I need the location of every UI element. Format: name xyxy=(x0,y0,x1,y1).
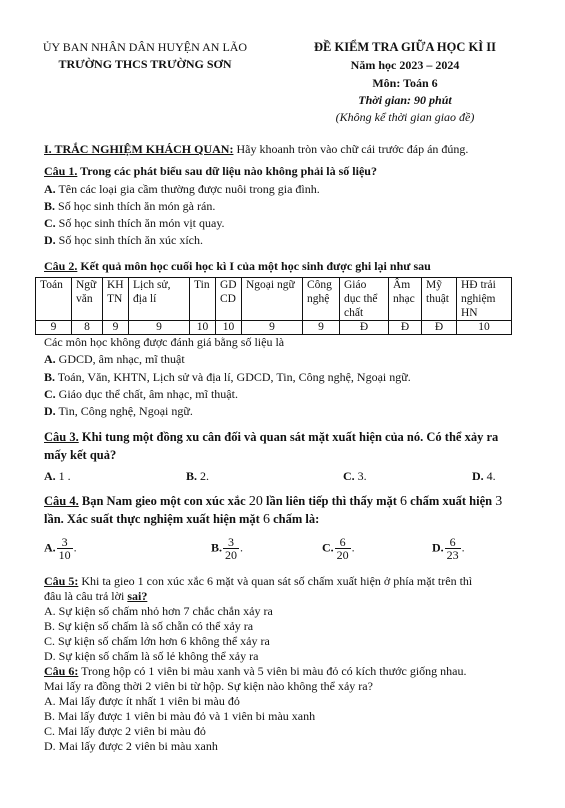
grades-value-cell: 10 xyxy=(457,321,512,335)
grades-value-cell: 10 xyxy=(216,321,242,335)
grades-header-cell: Ngữ văn xyxy=(72,278,103,321)
grades-header-cell: Ngoại ngữ xyxy=(242,278,303,321)
q5-stem-cont: đâu là câu trả lời sai? xyxy=(44,589,148,603)
grades-header-cell: Toán xyxy=(36,278,72,321)
q1-text: Trong các phát biểu sau dữ liệu nào không phải là số liệu? xyxy=(77,164,377,178)
q4-option-a: A. $\frac{3}{10}$ . xyxy=(44,535,77,562)
grades-value-cell: 10 xyxy=(190,321,216,335)
q6-option-c: C. Mai lấy được 2 viên bi màu đỏ xyxy=(44,724,206,738)
grades-header-cell: HĐ trải nghiệm HN xyxy=(457,278,512,321)
q5-option-a: A. Sự kiện số chấm nhỏ hơn 7 chắc chắn xảy ra xyxy=(44,604,273,618)
section1-title: I. TRẮC NGHIỆM KHÁCH QUAN: xyxy=(44,142,234,156)
exam-title: ĐỀ KIỂM TRA GIỮA HỌC KÌ II xyxy=(314,40,496,54)
q2-option-c: C. Giáo dục thể chất, âm nhạc, mĩ thuật. xyxy=(44,387,238,401)
school-name: TRƯỜNG THCS TRƯỜNG SƠN xyxy=(58,57,232,71)
grades-header-row xyxy=(36,278,512,321)
grades-value-row xyxy=(36,321,512,335)
grades-header-cell: Tin xyxy=(190,278,216,321)
q2-text: Kết quả môn học cuối học kì I của một học sinh được ghi lại như sau xyxy=(77,259,431,273)
grades-header-cell: KH TN xyxy=(103,278,129,321)
grades-value-cell: Đ xyxy=(422,321,457,335)
grades-header-cell: Công nghệ xyxy=(303,278,340,321)
section1-instruction: Hãy khoanh tròn vào chữ cái trước đáp án đúng. xyxy=(233,142,469,156)
q5-option-b: B. Sự kiện số chấm là số chẵn có thể xảy ra xyxy=(44,619,254,633)
grades-value-cell: 8 xyxy=(72,321,103,335)
grades-value-cell: 9 xyxy=(36,321,72,335)
grades-header-cell: Giáo dục thể chất xyxy=(340,278,389,321)
duration-note: (Không kể thời gian giao đề) xyxy=(335,110,475,124)
q4-option-c: C. $\frac{6}{20}$ . xyxy=(322,535,355,562)
q5-option-c: C. Sự kiện số chấm lớn hơn 6 không thể xảy ra xyxy=(44,634,270,648)
q2-option-a: A. GDCD, âm nhạc, mĩ thuật xyxy=(44,352,185,366)
grades-table xyxy=(35,277,512,335)
q1-option-d: D. Số học sinh thích ăn xúc xích. xyxy=(44,233,203,247)
q6-stem: Câu 6: Trong hộp có 1 viên bi màu xanh và 5 viên bi màu đỏ có kích thước giống nhau. xyxy=(44,664,467,678)
q3-option-d: D. 4. xyxy=(472,469,496,483)
q1-option-b: B. Số học sinh thích ăn món gà rán. xyxy=(44,199,216,213)
q2-prompt: Các môn học không được đánh giá bằng số liệu là xyxy=(44,335,285,349)
grades-header-cell: GD CD xyxy=(216,278,242,321)
agency-name: ỦY BAN NHÂN DÂN HUYỆN AN LÃO xyxy=(42,40,248,54)
exam-duration: Thời gian: 90 phút xyxy=(358,93,452,107)
q6-option-a: A. Mai lấy được ít nhất 1 viên bi màu đỏ xyxy=(44,694,240,708)
school-year: Năm học 2023 – 2024 xyxy=(350,58,460,72)
q4-stem-cont: lần. Xác suất thực nghiệm xuất hiện mặt 6 chấm là: xyxy=(44,512,320,527)
grades-value-cell: Đ xyxy=(340,321,389,335)
q5-option-d: D. Sự kiện số chấm là số lẻ không thể xảy ra xyxy=(44,649,259,663)
q2-option-d: D. Tin, Công nghệ, Ngoại ngữ. xyxy=(44,404,193,418)
q3-label: Câu 3. xyxy=(44,430,79,444)
q3-option-c: C. 3. xyxy=(343,469,367,483)
q3-option-b: B. 2. xyxy=(186,469,210,483)
grades-value-cell: 9 xyxy=(103,321,129,335)
grades-header-cell: Mỹ thuật xyxy=(422,278,457,321)
q5-stem: Câu 5: Khi ta gieo 1 con xúc xắc 6 mặt và quan sát số chấm xuất hiện ở phía mặt trên thì xyxy=(44,574,473,588)
grades-header-cell: Âm nhạc xyxy=(389,278,422,321)
grades-value-cell: 9 xyxy=(242,321,303,335)
q4-option-b: B. $\frac{3}{20}$ . xyxy=(211,535,244,562)
q2-stem xyxy=(44,259,431,274)
section1-heading xyxy=(44,142,468,157)
grades-header-cell: Lịch sử, địa lí xyxy=(129,278,190,321)
q3-option-a: A. 1 . xyxy=(44,469,71,483)
q2-option-b: B. Toán, Văn, KHTN, Lịch sử và địa lí, GDCD, Tin, Công nghệ, Ngoại ngữ. xyxy=(44,370,411,384)
q4-label: Câu 4. xyxy=(44,494,79,508)
q1-label: Câu 1. xyxy=(44,164,78,178)
grades-value-cell: Đ xyxy=(389,321,422,335)
q5-label: Câu 5: xyxy=(44,574,79,588)
q6-option-d: D. Mai lấy được 2 viên bi màu xanh xyxy=(44,739,218,753)
subject: Môn: Toán 6 xyxy=(372,76,438,90)
q3-stem-cont: mấy kết quả? xyxy=(44,448,117,462)
q6-label: Câu 6: xyxy=(44,664,79,678)
grades-value-cell: 9 xyxy=(303,321,340,335)
q2-label: Câu 2. xyxy=(44,259,78,273)
q6-option-b: B. Mai lấy được 1 viên bi màu đỏ và 1 viên bi màu xanh xyxy=(44,709,316,723)
q4-option-d: D. $\frac{6}{23}$ . xyxy=(432,535,465,562)
q1-option-a: A. Tên các loại gia cầm thường được nuôi trong gia đình. xyxy=(44,182,320,196)
q3-text: Khi tung một đồng xu cân đối và quan sát mặt xuất hiện của nó. Có thể xảy ra xyxy=(78,430,499,444)
q1-stem xyxy=(44,164,377,179)
q6-stem-cont: Mai lấy ra đồng thời 2 viên bi từ hộp. Sự kiện nào không thể xảy ra? xyxy=(44,679,373,693)
q3-stem xyxy=(44,430,498,445)
grades-value-cell: 9 xyxy=(129,321,190,335)
q4-stem: Câu 4. Bạn Nam gieo một con xúc xắc 20 lần liên tiếp thì thấy mặt 6 chấm xuất hiện 3 xyxy=(44,494,503,509)
q1-option-c: C. Số học sinh thích ăn món vịt quay. xyxy=(44,216,225,230)
